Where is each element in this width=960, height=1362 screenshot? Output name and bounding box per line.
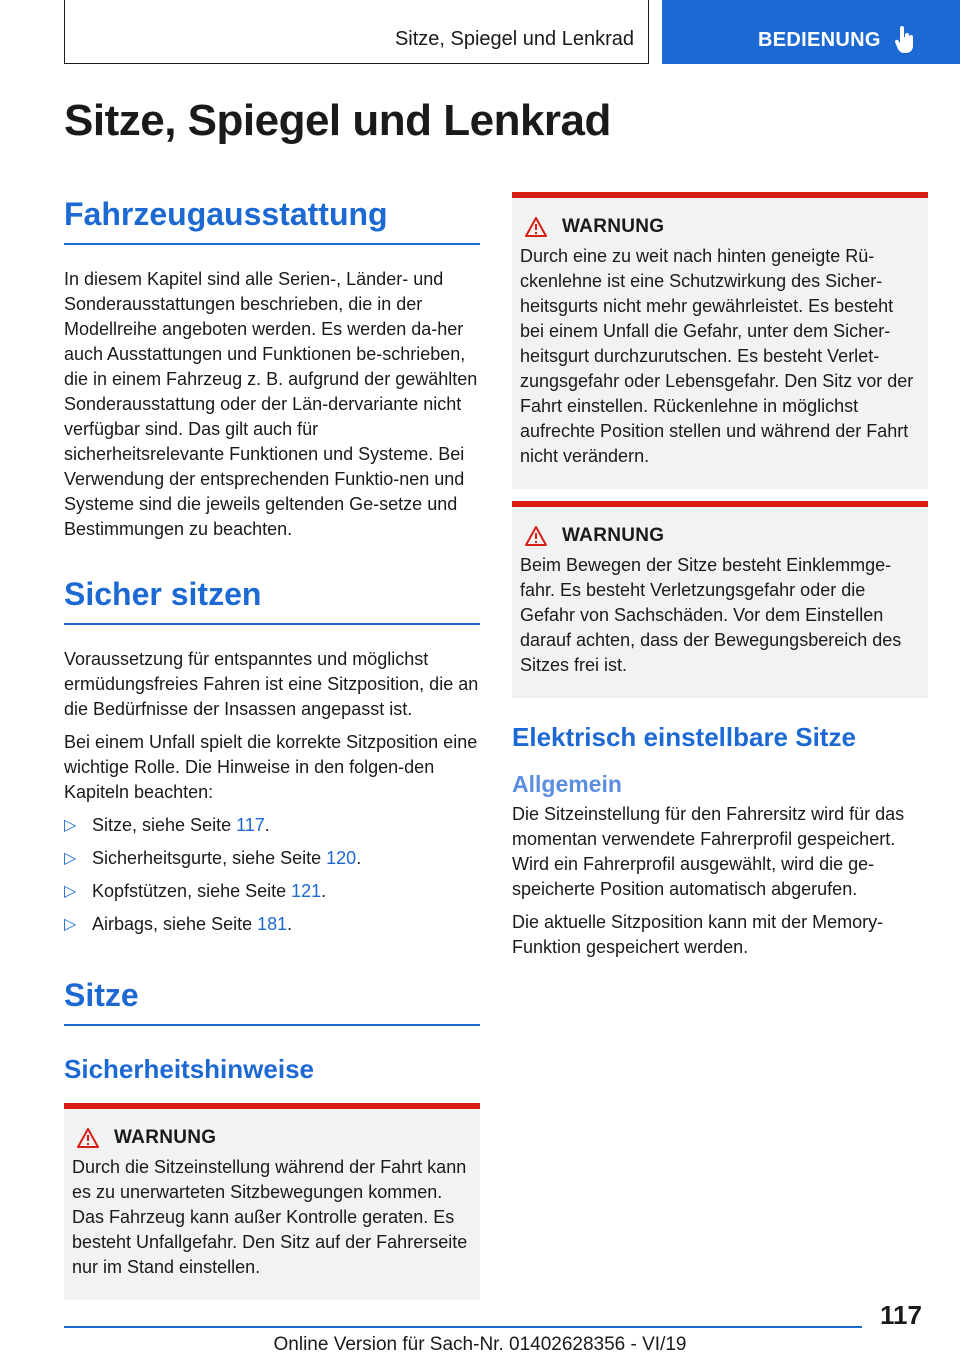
paragraph-sicher-sitzen-2: Bei einem Unfall spielt die korrekte Sitzposition eine wichtige Rolle. Die Hinweise in den folgen‐den Kapiteln beachten: [64, 732, 478, 802]
warning-header [520, 525, 920, 547]
warning-header [72, 1127, 472, 1149]
heading-fahrzeugausstattung: Fahrzeugausstattung [64, 196, 480, 245]
heading-sicher-sitzen: Sicher sitzen [64, 576, 480, 625]
list-item-end: . [356, 848, 362, 868]
list-item-text: Sicherheitsgurte, siehe Seite [92, 848, 327, 868]
footer-online-version: Online Version für Sach-Nr. 01402628356 - VI/19 [273, 1334, 687, 1355]
paragraph-fahrzeugausstattung: In diesem Kapitel sind alle Serien-, Länder- und Sonderausstattungen beschrieben, die in der Modellreihe angeboten werden. Es werden da‐her auch Ausstattungen und Funktionen be‐schrieben, die in einem Fahrzeug z. B. aufgrund der gewählten Sonderausstattung oder der Län‐dervariante nicht verfügbar sind. Das gilt auch für sicherheitsrelevante Funktionen und Systeme. Bei Verwendung der entsprechenden Funktio‐nen und Systeme sind die jeweils geltenden Ge‐setze und Bestimmungen zu beachten. [64, 269, 478, 539]
warning-triangle-icon [524, 525, 548, 547]
footer-divider [64, 1326, 862, 1328]
reference-list [64, 813, 480, 937]
header-section-box [64, 0, 649, 64]
warning-triangle-icon [524, 216, 548, 238]
triangle-bullet-icon: ▷ [64, 883, 77, 900]
warning-text: Durch eine zu weit nach hinten geneigte Rü‐ckenlehne ist eine Schutzwirkung des Sicher‐heitsgurts nicht mehr gewährleistet. Es besteht bei einem Unfall die Gefahr, unter dem Sicher‐heitsgurt durchzurutschen. Es besteht Verlet‐zungsgefahr oder Lebensgefahr. Den Sitz vor der Fahrt einstellen. Rückenlehne in möglichst aufrechte Position stellen und während der Fahrt nicht verändern. [520, 246, 914, 466]
warning-box [64, 1103, 480, 1300]
list-item [64, 846, 480, 871]
warning-box [512, 192, 928, 489]
warning-label: WARNUNG [562, 216, 665, 237]
header-section-title: Sitze, Spiegel und Lenkrad [394, 28, 634, 50]
triangle-bullet-icon: ▷ [64, 817, 77, 834]
warning-triangle-icon [76, 1127, 100, 1149]
warning-header [520, 216, 920, 238]
paragraph-allgemein-2: Die aktuelle Sitzposition kann mit der Memory-Funktion gespeichert werden. [512, 912, 884, 957]
paragraph-allgemein-1: Die Sitzeinstellung für den Fahrersitz wird für das momentan verwendete Fahrerprofil gespeichert. Wird ein Fahrerprofil ausgewählt, wird die ge‐speicherte Position automatisch abgerufen. [512, 804, 905, 899]
list-item-text: Sitze, siehe Seite [92, 815, 237, 835]
page-link[interactable]: 120 [326, 848, 357, 868]
heading-sicherheitshinweise: Sicherheitshinweise [64, 1054, 314, 1084]
page-link[interactable]: 181 [257, 914, 288, 934]
list-item-end: . [264, 815, 270, 835]
warning-label: WARNUNG [562, 525, 665, 546]
list-item [64, 912, 480, 937]
heading-elektrisch-einstellbare-sitze: Elektrisch einstellbare Sitze [512, 722, 856, 752]
list-item [64, 813, 480, 838]
warning-label: WARNUNG [114, 1127, 217, 1148]
list-item-end: . [287, 914, 293, 934]
left-column [64, 196, 480, 1300]
list-item-text: Kopfstützen, siehe Seite [92, 881, 292, 901]
list-item [64, 879, 480, 904]
heading-sitze: Sitze [64, 977, 480, 1026]
list-item-end: . [321, 881, 327, 901]
triangle-bullet-icon: ▷ [64, 916, 77, 933]
triangle-bullet-icon: ▷ [64, 850, 77, 867]
header-tab-bedienung[interactable] [662, 0, 960, 64]
page-title: Sitze, Spiegel und Lenkrad [64, 96, 611, 145]
warning-text: Beim Bewegen der Sitze besteht Einklemmge‐fahr. Es besteht Verletzungsgefahr oder die Gefahr von Sachschäden. Vor dem Einstellen darauf achten, dass der Bewegungsbereich des Sitzes frei ist. [520, 555, 902, 675]
list-item-text: Airbags, siehe Seite [92, 914, 258, 934]
hand-pointer-icon [894, 26, 916, 54]
warning-box [512, 501, 928, 698]
heading-allgemein: Allgemein [512, 771, 622, 797]
page-link[interactable]: 121 [291, 881, 322, 901]
page-number: 117 [880, 1300, 922, 1330]
warning-text: Durch die Sitzeinstellung während der Fahrt kann es zu unerwarteten Sitzbewegungen kommen. Das Fahrzeug kann außer Kontrolle geraten. Es besteht Unfallgefahr. Den Sitz auf der Fahrerseite nur im Stand einstellen. [72, 1157, 468, 1277]
page-link[interactable]: 117 [236, 815, 265, 835]
paragraph-sicher-sitzen-1: Voraussetzung für entspanntes und möglichst ermüdungsfreies Fahren ist eine Sitzposition, die an die Bedürfnisse der Insassen angepasst ist. [64, 649, 479, 719]
header-tab-label: BEDIENUNG [758, 29, 881, 51]
right-column [512, 192, 928, 968]
